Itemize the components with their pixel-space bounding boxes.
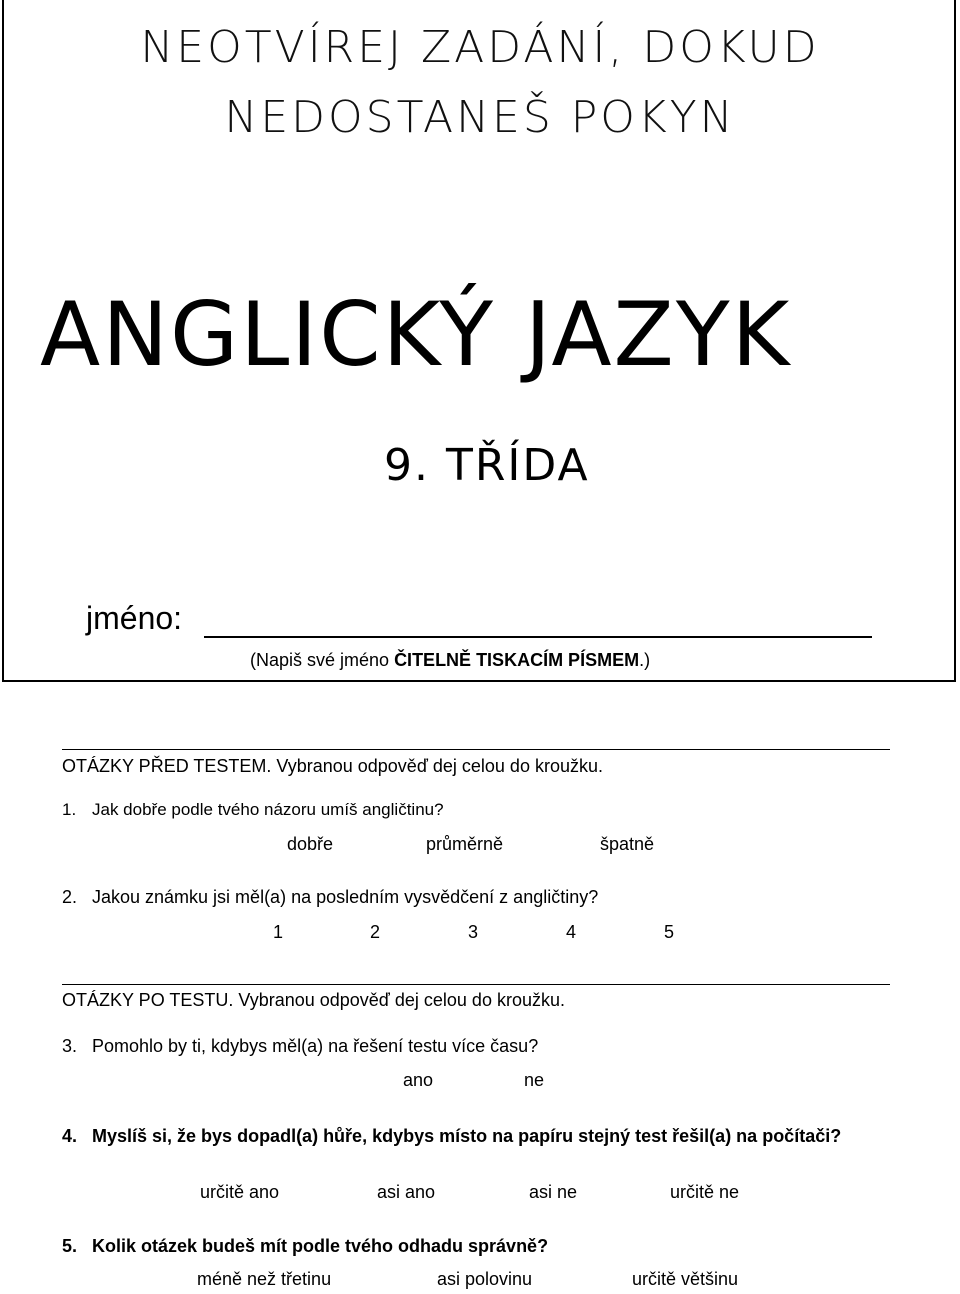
option-asi-polovinu[interactable]: asi polovinu (437, 1269, 533, 1289)
question-text: Jakou známku jsi měl(a) na posledním vysvědčení z angličtiny? (92, 887, 599, 907)
option-grade-4[interactable]: 4 (566, 922, 577, 942)
section-divider (62, 749, 890, 750)
option-mene-nez-tretinu[interactable]: méně než třetinu (197, 1269, 332, 1289)
name-input-line[interactable] (204, 636, 872, 638)
grade-title: 9. TŘÍDA (384, 440, 590, 491)
option-asi-ano[interactable]: asi ano (377, 1182, 436, 1202)
option-urcite-ano[interactable]: určitě ano (200, 1182, 280, 1202)
option-prumerne[interactable]: průměrně (426, 834, 504, 854)
option-ne[interactable]: ne (524, 1070, 545, 1090)
question-1 (62, 800, 444, 820)
warning-line-2: NEDOSTANEŠ POKYN (224, 92, 736, 143)
option-urcite-ne[interactable]: určitě ne (670, 1182, 740, 1202)
question-3 (62, 1036, 538, 1057)
option-ano[interactable]: ano (403, 1070, 434, 1090)
option-grade-5[interactable]: 5 (664, 922, 675, 942)
question-text: Pomohlo by ti, kdybys měl(a) na řešení testu více času? (92, 1036, 539, 1056)
option-dobre[interactable]: dobře (287, 834, 334, 854)
question-number: 5. (62, 1236, 78, 1256)
option-grade-2[interactable]: 2 (370, 922, 381, 942)
question-text: Kolik otázek budeš mít podle tvého odhadu správně? (92, 1236, 549, 1256)
question-number: 3. (62, 1036, 78, 1056)
option-grade-1[interactable]: 1 (273, 922, 284, 942)
option-grade-3[interactable]: 3 (468, 922, 479, 942)
question-text: Myslíš si, že bys dopadl(a) hůře, kdybys místo na papíru stejný test řešil(a) na počítači? (92, 1126, 842, 1146)
warning-line-1: NEOTVÍREJ ZADÁNÍ, DOKUD (140, 22, 820, 73)
question-4 (62, 1124, 882, 1148)
option-urcite-vetsinu[interactable]: určitě většinu (632, 1269, 739, 1289)
name-hint-post: .) (639, 650, 651, 670)
question-text: Jak dobře podle tvého názoru umíš angličtinu? (92, 800, 444, 819)
question-number: 1. (62, 800, 77, 819)
name-hint (250, 650, 650, 671)
option-spatne[interactable]: špatně (600, 834, 655, 854)
section-1-title: OTÁZKY PŘED TESTEM. Vybranou odpověď dej celou do kroužku. (62, 756, 603, 776)
option-asi-ne[interactable]: asi ne (529, 1182, 578, 1202)
question-2 (62, 887, 598, 908)
name-label: jméno: (86, 600, 183, 636)
question-number: 2. (62, 887, 78, 907)
section-divider (62, 984, 890, 985)
question-5 (62, 1236, 548, 1257)
question-number: 4. (62, 1126, 78, 1146)
section-2-title: OTÁZKY PO TESTU. Vybranou odpověď dej celou do kroužku. (62, 990, 565, 1010)
subject-title: ANGLICKÝ JAZYK (40, 283, 792, 386)
name-hint-bold: ČITELNĚ TISKACÍM PÍSMEM (394, 650, 640, 670)
name-hint-pre: (Napiš své jméno (250, 650, 395, 670)
